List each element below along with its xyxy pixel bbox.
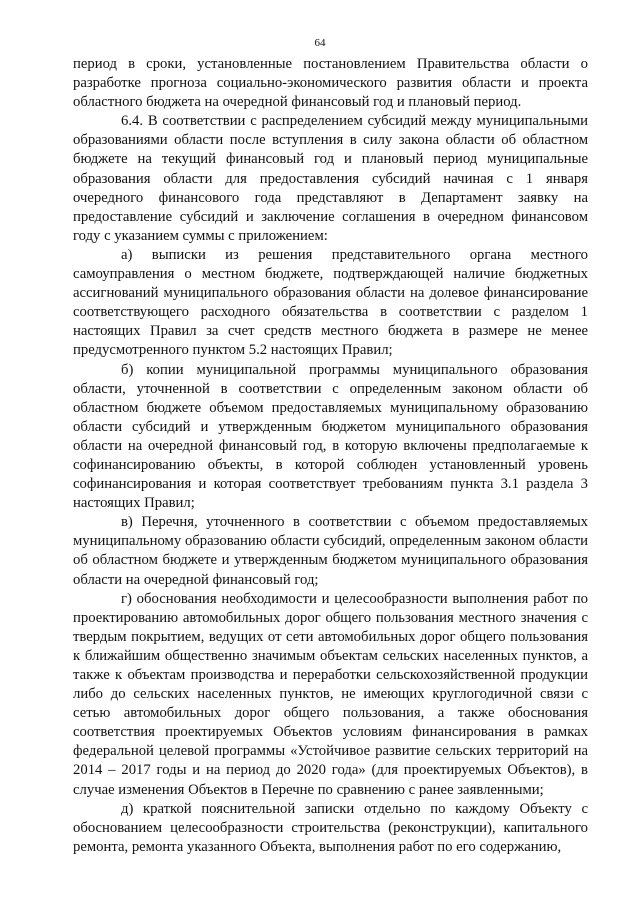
document-body	[73, 55, 588, 857]
paragraph-item-d: д) краткой пояснительной записки отдельно по каждому Объекту с обоснованием целесообразности строительства (реконструкции), капитального ремонта, ремонта указанного Объекта, выполнения работ по его содержанию,	[73, 800, 588, 855]
paragraph-item-a: а) выписки из решения представительного органа местного самоуправления о местном бюджете, подтверждающей наличие бюджетных ассигнований муниципального образования области на долевое финансирование соответствующего расходного обязательства в соответствии с разделом 1 настоящих Правил за счет средств местного бюджета в размере не менее предусмотренного пунктом 5.2 настоящих Правил;	[73, 246, 588, 359]
paragraph-item-b: б) копии муниципальной программы муниципального образования области, уточненной в соответствии с определенным законом области об областном бюджете объемом предоставляемых муниципальному образованию области субсидий и утвержденным бюджетом муниципального образования области на очередной финансовый год, в которую включены предполагаемые к софинансированию объекты, в которой соблюден установленный уровень софинансирования и которая соответствует требованиям пункта 3.1 раздела 3 настоящих Правил;	[73, 361, 588, 512]
paragraph-continuation: период в сроки, установленные постановлением Правительства области о разработке прогноза социально-экономического развития области и проекта областного бюджета на очередной финансовый год и плановый период.	[73, 56, 588, 111]
paragraph-item-g: г) обоснования необходимости и целесообразности выполнения работ по проектированию автомобильных дорог общего пользования местного значения с твердым покрытием, ведущих от сети автомобильных дорог общего пользования к ближайшим общественно значимым объектам сельских населенных пунктов, а также к объектам производства и переработки сельскохозяйственной продукции либо до сельских населенных пунктов, не имеющих круглогодичной связи с сетью автомобильных дорог общего пользования, а также обоснования соответствия проектируемых Объектов условиям финансирования в рамках федеральной целевой программы «Устойчивое развитие сельских территорий на 2014 – 2017 годы и на период до 2020 года» (для проектируемых Объектов), в случае изменения Объектов в Перечне по сравнению с ранее заявленными;	[73, 590, 588, 798]
paragraph-item-v: в) Перечня, уточненного в соответствии с объемом предоставляемых муниципальному образованию области субсидий, определенным законом области об областном бюджете и утвержденным бюджетом муниципального образования области на очередной финансовый год;	[73, 514, 588, 588]
page-number: 64	[314, 37, 326, 49]
paragraph-6-4: 6.4. В соответствии с распределением субсидий между муниципальными образованиями области после вступления в силу закона области об областном бюджете на текущий финансовый год и плановый период муниципальные образования области для предоставления субсидий начиная с 1 января очередного финансового года представляют в Департамент заявку на предоставление субсидий и заключение соглашения в очередном финансовом году с указанием суммы с приложением:	[73, 113, 588, 244]
